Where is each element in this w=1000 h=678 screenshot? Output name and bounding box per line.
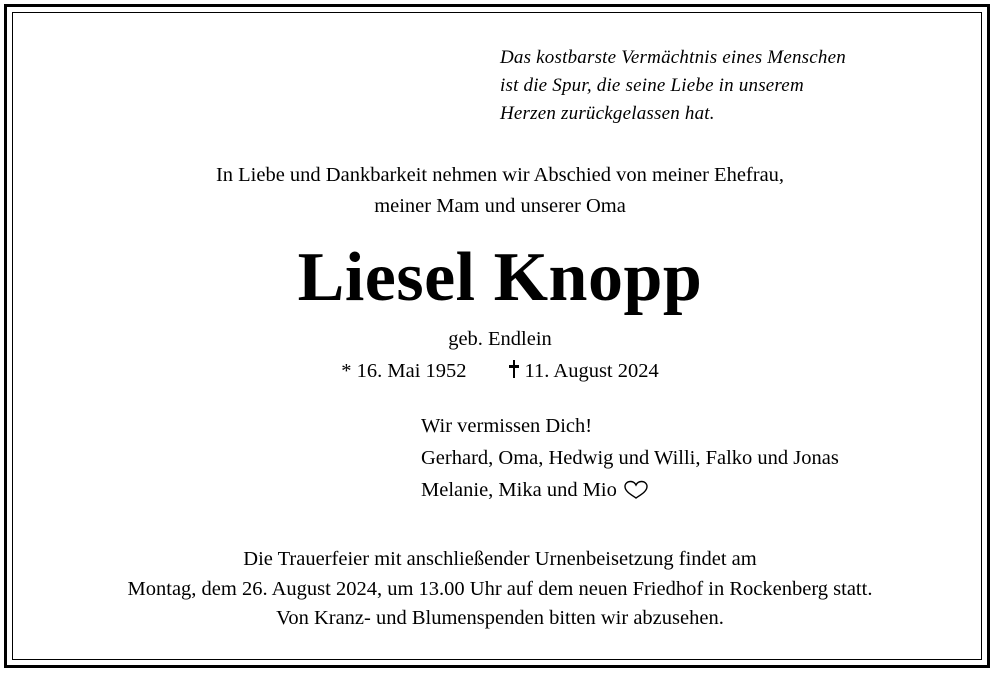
ceremony-line: Die Trauerfeier mit anschließender Urnenbeisetzung findet am <box>243 548 757 570</box>
birth-name: geb. Endlein <box>448 328 552 350</box>
intro-line: In Liebe und Dankbarkeit nehmen wir Abschied von meiner Ehefrau, <box>215 164 785 186</box>
quote-line: ist die Spur, die seine Liebe in unserem <box>500 75 804 96</box>
mourners-line: Melanie, Mika und Mio <box>421 479 617 501</box>
quote-line: Das kostbarste Vermächtnis eines Menschen <box>500 47 846 68</box>
life-dates <box>0 356 1000 386</box>
memorial-quote <box>500 44 846 128</box>
birth-date: * 16. Mai 1952 <box>341 360 467 382</box>
mourners-line: Wir vermissen Dich! <box>421 415 593 437</box>
intro-line: meiner Mam und unserer Oma <box>374 195 626 217</box>
cross-icon <box>509 360 519 378</box>
intro-text <box>0 160 1000 222</box>
mourners <box>421 410 839 506</box>
quote-line: Herzen zurückgelassen hat. <box>500 103 715 124</box>
ceremony-info <box>0 545 1000 634</box>
deceased-name: Liesel Knopp <box>297 239 703 316</box>
ceremony-line: Montag, dem 26. August 2024, um 13.00 Uhr auf dem neuen Friedhof in Rockenberg statt. <box>127 577 873 600</box>
mourners-line: Gerhard, Oma, Hedwig und Willi, Falko und Jonas <box>421 447 839 469</box>
mourners-line-last <box>421 474 839 506</box>
death-date: 11. August 2024 <box>524 360 659 382</box>
heart-outline-icon <box>623 480 649 500</box>
ceremony-line: Von Kranz- und Blumenspenden bitten wir abzusehen. <box>276 607 724 629</box>
